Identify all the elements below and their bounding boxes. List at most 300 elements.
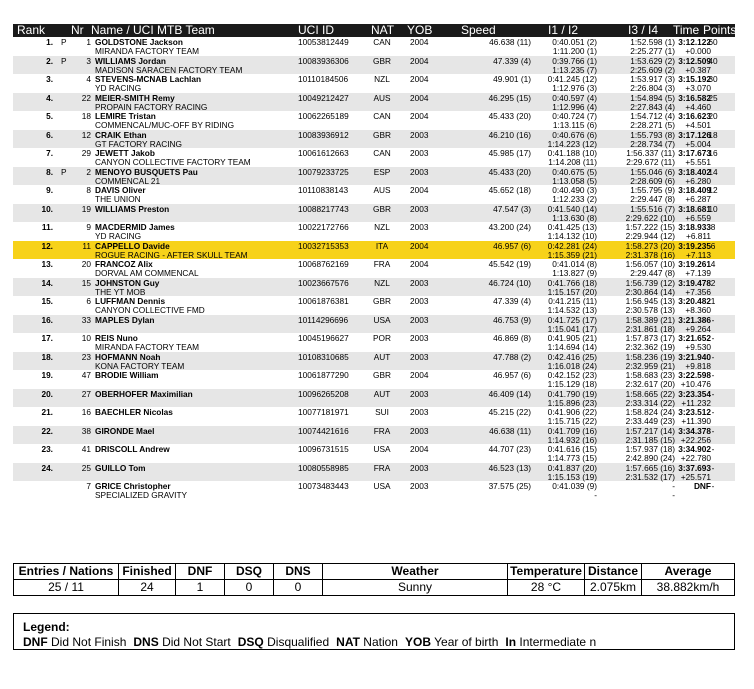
team-name: YD RACING	[95, 231, 142, 241]
bib-number: 47	[81, 370, 91, 380]
team-name: COMMENCAL/MUC-OFF BY RIDING	[95, 120, 235, 130]
year-of-birth: 2004	[410, 37, 429, 47]
intermediate-1: 0:41.425 (13)	[547, 222, 597, 232]
rider-name: REIS Nuno	[95, 333, 138, 343]
time-gap: +25.571	[680, 471, 711, 482]
intermediate-1: 0:41.725 (17)	[547, 314, 597, 325]
nation: CAN	[373, 111, 391, 121]
bib-number: 9	[86, 222, 91, 232]
nation: GBR	[373, 296, 391, 306]
bib-number: 10	[81, 333, 91, 343]
intermediate-2: -	[594, 490, 597, 500]
pro-flag: P	[61, 55, 67, 66]
time-gap: +11.390	[681, 416, 711, 426]
uci-id: 10096731515	[298, 444, 349, 454]
bib-number: 27	[81, 388, 91, 399]
intermediate-2: 1:14.932 (16)	[547, 434, 597, 445]
rank: 2.	[46, 55, 53, 66]
summary-header-dsq: DSQ	[225, 564, 274, 580]
bib-number: 23	[81, 351, 91, 362]
time-gap: +6.280	[685, 175, 711, 186]
rider-name: LEMIRE Tristan	[95, 111, 156, 121]
rider-name: GUILLO Tom	[95, 462, 146, 473]
intermediate-4: 2:32.959 (21)	[625, 360, 675, 371]
nation: CAN	[373, 148, 391, 158]
intermediate-3: 1:57.873 (17)	[625, 333, 675, 343]
intermediate-3: 1:56.739 (12)	[625, 277, 675, 288]
summary-finished: 24	[119, 580, 176, 596]
table-row	[13, 241, 735, 260]
rank: 5.	[46, 111, 53, 121]
speed: 43.200 (24)	[488, 222, 531, 232]
time-gap: +0.387	[685, 64, 711, 75]
finish-time: 3:17.673	[678, 148, 711, 158]
table-row	[13, 352, 735, 371]
finish-time: 3:37.693	[678, 462, 711, 473]
legend-box	[13, 613, 735, 650]
summary-header-dnf: DNF	[176, 564, 225, 580]
table-row	[13, 130, 735, 149]
intermediate-2: 1:13.058 (5)	[552, 175, 597, 186]
uci-id: 10096265208	[298, 388, 349, 399]
legend-item	[23, 635, 126, 649]
summary-header-dns: DNS	[274, 564, 323, 580]
intermediate-1: 0:40.490 (3)	[552, 185, 597, 195]
bib-number: 19	[81, 203, 91, 214]
intermediate-3: 1:55.046 (6)	[630, 166, 675, 177]
intermediate-3: 1:56.337 (11)	[626, 148, 675, 158]
legend-item	[405, 635, 498, 649]
intermediate-3: 1:57.937 (18)	[625, 444, 675, 454]
nation: ESP	[373, 166, 391, 177]
speed: 49.901 (1)	[493, 74, 531, 84]
points: 8	[710, 222, 716, 232]
summary-header-entries: Entries / Nations	[14, 564, 119, 580]
intermediate-3: 1:55.795 (9)	[630, 185, 675, 195]
rider-name: FRANCOZ Alix	[95, 259, 153, 269]
table-row	[13, 315, 735, 334]
header-time: Time	[673, 23, 700, 37]
year-of-birth: 2004	[410, 55, 429, 66]
rider-name: MAPLES Dylan	[95, 314, 155, 325]
team-name: GT FACTORY RACING	[95, 138, 182, 149]
rank: 16.	[41, 314, 53, 325]
header-rank: Rank	[17, 23, 46, 37]
uci-id: 10079233725	[298, 166, 349, 177]
intermediate-1: 0:41.906 (22)	[547, 407, 597, 417]
year-of-birth: 2004	[410, 92, 429, 103]
intermediate-1: 0:41.837 (20)	[547, 462, 597, 473]
intermediate-3: 1:57.222 (15)	[625, 222, 675, 232]
time-gap: +0.000	[685, 46, 711, 56]
year-of-birth: 2003	[410, 166, 429, 177]
intermediate-2: 1:13.115 (6)	[552, 120, 597, 130]
uci-id: 10045196627	[298, 333, 349, 343]
points: -	[711, 481, 715, 491]
intermediate-1: 0:39.766 (1)	[552, 55, 597, 66]
year-of-birth: 2004	[410, 240, 429, 251]
points: 4	[710, 259, 716, 269]
speed: 37.575 (25)	[488, 481, 531, 491]
uci-id: 10022172766	[298, 222, 349, 232]
team-name: DORVAL AM COMMENCAL	[95, 268, 199, 278]
speed: 45.215 (22)	[488, 407, 531, 417]
intermediate-4: 2:33.449 (23)	[625, 416, 675, 426]
speed: 47.339 (4)	[493, 55, 531, 66]
points: 30	[708, 74, 718, 84]
nation: POR	[373, 333, 391, 343]
finish-time: 3:23.354	[678, 388, 711, 399]
finish-time: 3:19.478	[678, 277, 711, 288]
finish-time: 3:12.122	[678, 37, 711, 47]
intermediate-1: 0:41.616 (15)	[547, 444, 597, 454]
rider-name: MACDERMID James	[95, 222, 175, 232]
bib-number: 3	[86, 55, 91, 66]
year-of-birth: 2003	[410, 351, 429, 362]
intermediate-2: 1:15.715 (22)	[547, 416, 597, 426]
time-gap: +3.070	[685, 83, 711, 93]
nation: CAN	[373, 37, 391, 47]
intermediate-2: 1:15.041 (17)	[547, 323, 597, 334]
time-gap: +9.818	[685, 360, 711, 371]
bib-number: 38	[81, 425, 91, 436]
year-of-birth: 2003	[410, 388, 429, 399]
year-of-birth: 2003	[410, 296, 429, 306]
nation: AUS	[373, 92, 391, 103]
time-gap: +7.356	[685, 286, 711, 297]
summary-average: 38.882km/h	[642, 580, 735, 596]
intermediate-1: 0:40.676 (6)	[552, 129, 597, 140]
summary-value-row	[14, 580, 735, 596]
team-name: SPECIALIZED GRAVITY	[95, 490, 188, 500]
intermediate-1: 0:41.039 (9)	[552, 481, 597, 491]
table-row	[13, 444, 735, 463]
rank: 15.	[41, 296, 53, 306]
summary-header-temperature: Temperature	[508, 564, 585, 580]
finish-time: 3:15.192	[678, 74, 711, 84]
intermediate-2: 1:13.630 (8)	[552, 212, 597, 223]
intermediate-3: 1:58.389 (21)	[625, 314, 675, 325]
time-gap: +6.559	[685, 212, 711, 223]
legend-abbr: DNF	[23, 635, 48, 649]
summary-entries: 25 / 11	[14, 580, 119, 596]
bib-number: 11	[82, 240, 91, 251]
rank: 12.	[41, 240, 53, 251]
points: -	[711, 388, 715, 399]
header-uci-id: UCI ID	[298, 23, 334, 37]
uci-id: 10083936912	[298, 129, 349, 140]
nation: AUS	[373, 185, 391, 195]
intermediate-2: 1:14.694 (14)	[547, 342, 597, 352]
bib-number: 25	[81, 462, 91, 473]
speed: 46.638 (11)	[489, 37, 531, 47]
legend-abbr: DSQ	[237, 635, 264, 649]
points: -	[711, 407, 715, 417]
year-of-birth: 2004	[410, 444, 429, 454]
time-gap: +6.811	[686, 231, 711, 241]
table-row	[13, 278, 735, 297]
intermediate-3: 1:53.629 (2)	[630, 55, 675, 66]
uci-id: 10062265189	[298, 111, 349, 121]
intermediate-1: 0:41.014 (8)	[552, 259, 597, 269]
rider-name: GOLDSTONE Jackson	[95, 37, 183, 47]
bib-number: 41	[81, 444, 91, 454]
speed: 46.753 (9)	[493, 314, 531, 325]
finish-time: 3:17.126	[678, 129, 711, 140]
rider-name: STEVENS-MCNAB Lachlan	[95, 74, 202, 84]
time-gap: +7.113	[686, 249, 711, 260]
points: 40	[708, 55, 718, 66]
time-gap: +9.530	[685, 342, 711, 352]
intermediate-4: -	[672, 490, 675, 500]
rank: 24.	[41, 462, 53, 473]
team-name: MIRANDA FACTORY TEAM	[95, 46, 200, 56]
speed: 45.652 (18)	[488, 185, 531, 195]
intermediate-2: 1:13.235 (7)	[552, 64, 597, 75]
points: -	[711, 425, 715, 436]
rider-name: DAVIS Oliver	[95, 185, 146, 195]
year-of-birth: 2003	[410, 314, 429, 325]
rider-name: HOFMANN Noah	[95, 351, 161, 362]
rank: 10.	[41, 203, 53, 214]
rank: 18.	[41, 351, 53, 362]
rank: 11.	[41, 222, 53, 232]
intermediate-3: 1:53.917 (3)	[630, 74, 675, 84]
year-of-birth: 2003	[410, 425, 429, 436]
table-header	[13, 24, 735, 37]
nation: USA	[373, 481, 391, 491]
finish-time: 3:34.902	[678, 444, 711, 454]
points: 6	[710, 240, 716, 251]
finish-time: 3:22.598	[678, 370, 711, 380]
header-i34: I3 / I4	[628, 23, 659, 37]
rank: 19.	[41, 370, 53, 380]
finish-time: 3:21.652	[678, 333, 711, 343]
pro-flag: P	[61, 37, 67, 47]
uci-id: 10068762169	[298, 259, 349, 269]
table-body	[13, 37, 735, 500]
bib-number: 8	[86, 185, 91, 195]
rank: 13.	[41, 259, 53, 269]
points: 18	[708, 129, 718, 140]
intermediate-3: 1:55.793 (8)	[630, 129, 675, 140]
time-gap: +7.139	[685, 268, 711, 278]
legend-text: Did Not Start	[162, 635, 231, 649]
nation: USA	[373, 444, 391, 454]
uci-id: 10077181971	[298, 407, 349, 417]
table-row	[13, 93, 735, 112]
table-row	[13, 148, 735, 167]
intermediate-4: 2:25.609 (2)	[630, 64, 675, 75]
finish-time: 3:18.681	[678, 203, 711, 214]
legend-abbr: NAT	[336, 635, 360, 649]
intermediate-2: 1:14.223 (12)	[547, 138, 597, 149]
intermediate-3: 1:52.598 (1)	[630, 37, 675, 47]
speed: 45.433 (20)	[488, 111, 531, 121]
team-name: MIRANDA FACTORY TEAM	[95, 342, 200, 352]
intermediate-1: 0:41.766 (18)	[547, 277, 597, 288]
table-row	[13, 296, 735, 315]
summary-distance: 2.075km	[585, 580, 642, 596]
intermediate-2: 1:14.132 (10)	[547, 231, 597, 241]
rank: 8.	[46, 166, 53, 177]
year-of-birth: 2004	[410, 259, 429, 269]
rank: 7.	[46, 148, 53, 158]
intermediate-1: 0:41.540 (14)	[547, 203, 597, 214]
legend-abbr: YOB	[404, 635, 431, 649]
speed: 46.295 (15)	[488, 92, 531, 103]
rider-name: GIRONDE Mael	[95, 425, 155, 436]
intermediate-1: 0:41.905 (21)	[547, 333, 597, 343]
intermediate-2: 1:14.773 (15)	[547, 453, 597, 463]
year-of-birth: 2004	[410, 185, 429, 195]
team-name: KONA FACTORY TEAM	[95, 360, 185, 371]
year-of-birth: 2003	[410, 407, 429, 417]
bib-number: 15	[81, 277, 91, 288]
intermediate-3: 1:58.824 (24)	[625, 407, 675, 417]
table-row	[13, 111, 735, 130]
bib-number: 1	[86, 37, 91, 47]
intermediate-2: 1:14.208 (11)	[548, 157, 597, 167]
intermediate-1: 0:40.597 (4)	[552, 92, 597, 103]
finish-time: 3:20.482	[678, 296, 711, 306]
rank: 22.	[41, 425, 53, 436]
nation: GBR	[373, 129, 391, 140]
intermediate-4: 2:28.271 (5)	[630, 120, 675, 130]
year-of-birth: 2003	[410, 203, 429, 214]
time-gap: +4.460	[685, 101, 711, 112]
intermediate-2: 1:12.976 (3)	[552, 83, 597, 93]
intermediate-1: 0:42.152 (23)	[547, 370, 597, 380]
intermediate-1: 0:41.790 (19)	[547, 388, 597, 399]
time-gap: +9.264	[685, 323, 711, 334]
bib-number: 6	[86, 296, 91, 306]
rank: 20.	[41, 388, 53, 399]
rider-name: WILLIAMS Preston	[95, 203, 170, 214]
intermediate-3: 1:54.712 (4)	[630, 111, 675, 121]
year-of-birth: 2003	[410, 129, 429, 140]
rank: 9.	[46, 185, 53, 195]
uci-id: 10023667576	[298, 277, 349, 288]
uci-id: 10061612663	[298, 148, 349, 158]
intermediate-3: 1:54.894 (5)	[630, 92, 675, 103]
rank: 14.	[41, 277, 53, 288]
speed: 47.339 (4)	[493, 296, 531, 306]
rider-name: BRODIE William	[95, 370, 159, 380]
intermediate-4: 2:28.609 (6)	[630, 175, 675, 186]
nation: FRA	[373, 462, 391, 473]
table-row	[13, 222, 735, 241]
header-i12: I1 / I2	[548, 23, 579, 37]
summary-weather: Sunny	[323, 580, 508, 596]
points: 1	[710, 296, 716, 306]
summary-header-average: Average	[642, 564, 735, 580]
year-of-birth: 2003	[410, 481, 429, 491]
points: -	[711, 370, 715, 380]
intermediate-4: 2:30.864 (14)	[625, 286, 675, 297]
legend-item	[505, 635, 596, 649]
intermediate-4: 2:31.185 (15)	[625, 434, 675, 445]
intermediate-1: 0:41.245 (12)	[547, 74, 597, 84]
intermediate-2: 1:14.532 (13)	[547, 305, 597, 315]
header-speed: Speed	[461, 23, 496, 37]
finish-time: 3:12.509	[678, 55, 711, 66]
speed: 45.433 (20)	[488, 166, 531, 177]
nation: FRA	[373, 425, 391, 436]
speed: 45.985 (17)	[488, 148, 531, 158]
year-of-birth: 2003	[410, 333, 429, 343]
header-nat: NAT	[371, 23, 395, 37]
rider-name: CRAIK Ethan	[95, 129, 147, 140]
table-row	[13, 259, 735, 278]
intermediate-3: 1:55.516 (7)	[630, 203, 675, 214]
header-name: Name / UCI MTB Team	[91, 23, 215, 37]
header-yob: YOB	[407, 23, 433, 37]
intermediate-2: 1:13.827 (9)	[552, 268, 597, 278]
intermediate-2: 1:15.157 (20)	[547, 286, 597, 297]
uci-id: 10083936306	[298, 55, 349, 66]
intermediate-2: 1:16.018 (24)	[547, 360, 597, 371]
time-gap: +10.476	[680, 379, 711, 389]
intermediate-3: 1:57.665 (16)	[625, 462, 675, 473]
rider-name: CAPPELLO Davide	[95, 240, 170, 251]
finish-time: 3:34.378	[678, 425, 711, 436]
speed: 44.707 (23)	[488, 444, 531, 454]
header-points: Points	[703, 23, 737, 37]
intermediate-3: 1:57.217 (14)	[625, 425, 675, 436]
intermediate-1: 0:40.051 (2)	[552, 37, 597, 47]
finish-time: 3:21.940	[678, 351, 711, 362]
table-row	[13, 185, 735, 204]
time-gap: +6.287	[685, 194, 711, 204]
nation: NZL	[374, 277, 390, 288]
summary-table	[13, 563, 735, 596]
year-of-birth: 2003	[410, 462, 429, 473]
bib-number: 12	[81, 129, 91, 140]
table-row	[13, 463, 735, 482]
nation: NZL	[374, 74, 390, 84]
bib-number: 18	[81, 111, 91, 121]
finish-time: 3:19.261	[678, 259, 711, 269]
intermediate-4: 2:31.532 (17)	[625, 471, 675, 482]
intermediate-4: 2:27.843 (4)	[630, 101, 675, 112]
rank: 6.	[46, 129, 53, 140]
speed: 46.210 (16)	[488, 129, 531, 140]
intermediate-4: 2:29.447 (8)	[630, 194, 675, 204]
time-gap: +22.780	[680, 453, 711, 463]
points: 16	[708, 148, 718, 158]
speed: 46.638 (11)	[489, 425, 531, 436]
bib-number: 29	[81, 148, 91, 158]
year-of-birth: 2003	[410, 222, 429, 232]
uci-id: 10110838143	[298, 185, 349, 195]
nation: SUI	[375, 407, 389, 417]
intermediate-3: 1:58.273 (20)	[625, 240, 675, 251]
rider-name: WILLIAMS Jordan	[95, 55, 166, 66]
bib-number: 2	[86, 166, 91, 177]
intermediate-4: 2:29.672 (11)	[626, 157, 675, 167]
speed: 47.788 (2)	[493, 351, 531, 362]
intermediate-4: 2:32.617 (20)	[625, 379, 675, 389]
finish-time: 3:16.582	[678, 92, 711, 103]
intermediate-3: 1:56.945 (13)	[625, 296, 675, 306]
team-name: CANYON COLLECTIVE FMD	[95, 305, 205, 315]
time-gap: +5.004	[685, 138, 711, 149]
finish-time: 3:21.386	[678, 314, 711, 325]
legend-item	[336, 635, 398, 649]
summary-dns: 0	[274, 580, 323, 596]
legend-text: Intermediate n	[519, 635, 597, 649]
